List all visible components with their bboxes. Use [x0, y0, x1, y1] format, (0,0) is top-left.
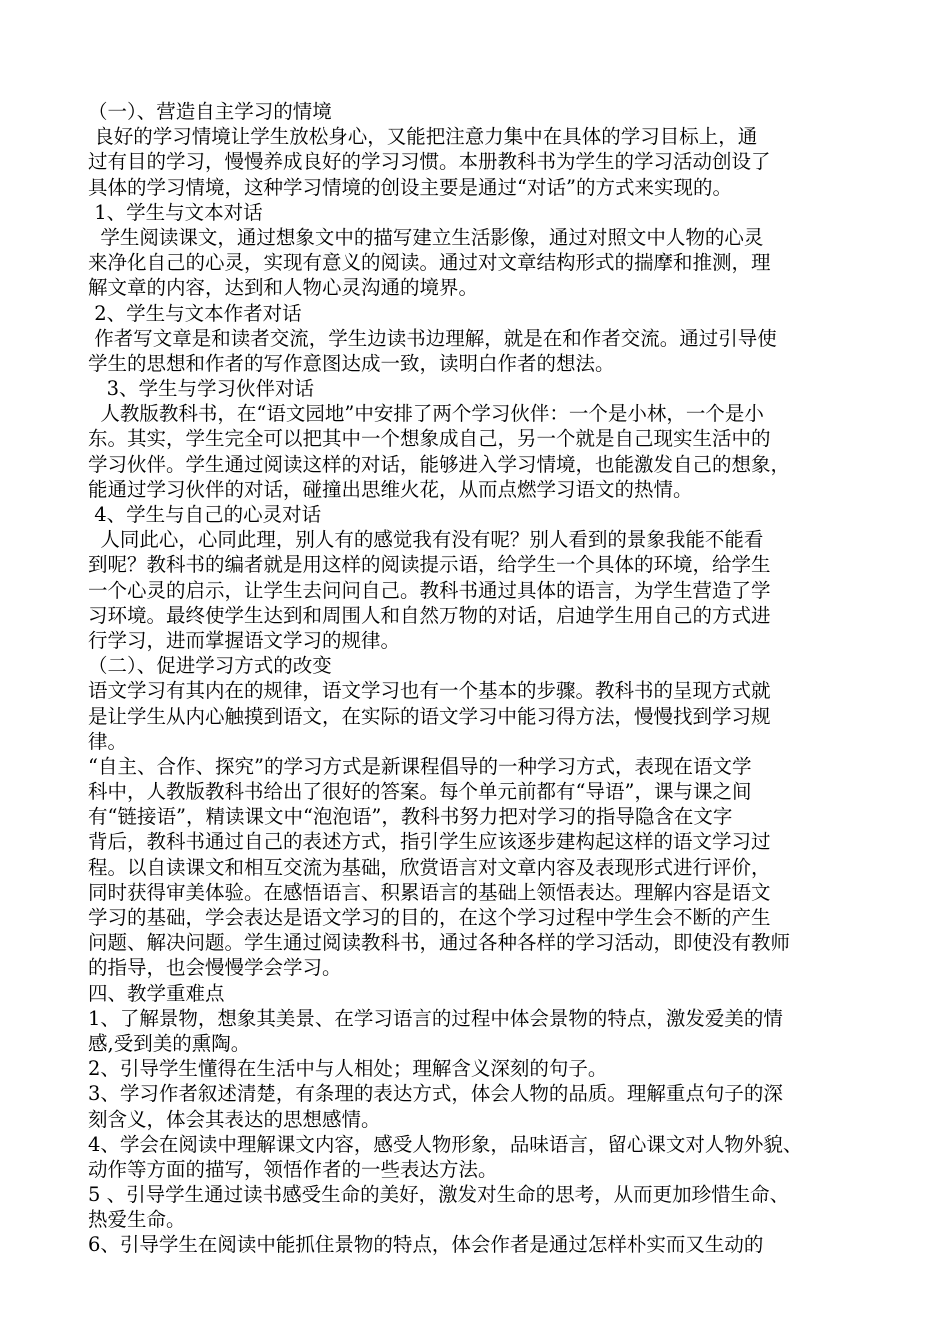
- paragraph-line: 律。: [88, 729, 128, 753]
- paragraph-line: 问题、解决问题。学生通过阅读教科书，通过各种各样的学习活动，即使没有教师: [88, 931, 791, 955]
- heading-key-difficulties: 四、教学重难点: [88, 981, 225, 1005]
- paragraph-line: 科中，人教版教科书给出了很好的答案。每个单元前都有“导语”，课与课之间: [88, 780, 752, 804]
- list-item-continued: 动作等方面的描写，领悟作者的一些表达方法。: [88, 1157, 498, 1181]
- paragraph-line: 人同此心，心同此理，别人有的感觉我有没有呢？别人看到的景象我能不能看: [88, 528, 764, 552]
- list-item: 1、了解景物，想象其美景、在学习语言的过程中体会景物的特点，激发爱美的情: [88, 1006, 783, 1030]
- paragraph-line: 同时获得审美体验。在感悟语言、积累语言的基础上领悟表达。理解内容是语文: [88, 880, 771, 904]
- list-item: 6、引导学生在阅读中能抓住景物的特点，体会作者是通过怎样朴实而又生动的: [88, 1233, 764, 1257]
- subheading-partner-dialogue: 3、学生与学习伙伴对话: [88, 377, 315, 401]
- paragraph-line: 过有目的学习，慢慢养成良好的学习习惯。本册教科书为学生的学习活动创设了: [88, 150, 771, 174]
- heading-section-1: （一）、营造自主学习的情境: [88, 100, 332, 123]
- paragraph-line: 一个心灵的启示，让学生去问问自己。教科书通过具体的语言，为学生营造了学: [88, 578, 771, 602]
- paragraph-line: 作者写文章是和读者交流，学生边读书边理解，就是在和作者交流。通过引导使: [88, 326, 777, 350]
- list-item-continued: 刻含义，体会其表达的思想感情。: [88, 1107, 381, 1131]
- subheading-author-dialogue: 2、学生与文本作者对话: [88, 301, 302, 325]
- paragraph-line: 良好的学习情境让学生放松身心，又能把注意力集中在具体的学习目标上，通: [88, 125, 758, 149]
- paragraph-line: 具体的学习情境，这种学习情境的创设主要是通过“对话”的方式来实现的。: [88, 175, 732, 199]
- paragraph-line: 能通过学习伙伴的对话，碰撞出思维火花，从而点燃学习语文的热情。: [88, 477, 693, 501]
- list-item: 3、学习作者叙述清楚，有条理的表达方式，体会人物的品质。理解重点句子的深: [88, 1082, 783, 1106]
- paragraph-line: 是让学生从内心触摸到语文，在实际的语文学习中能习得方法，慢慢找到学习规: [88, 704, 771, 728]
- paragraph-line: 程。以自读课文和相互交流为基础，欣赏语言对文章内容及表现形式进行评价，: [88, 855, 771, 879]
- paragraph-line: 语文学习有其内在的规律，语文学习也有一个基本的步骤。教科书的呈现方式就: [88, 679, 771, 703]
- paragraph-line: 学生的思想和作者的写作意图达成一致，读明白作者的想法。: [88, 351, 615, 375]
- subheading-text-dialogue: 1、学生与文本对话: [88, 200, 263, 224]
- paragraph-line: 到呢？教科书的编者就是用这样的阅读提示语，给学生一个具体的环境，给学生: [88, 553, 771, 577]
- list-item: 4、学会在阅读中理解课文内容，感受人物形象，品味语言，留心课文对人物外貌、: [88, 1132, 803, 1156]
- paragraph-line: 习环境。最终使学生达到和周围人和自然万物的对话，启迪学生用自己的方式进: [88, 603, 771, 627]
- paragraph-line: 人教版教科书，在“语文园地”中安排了两个学习伙伴：一个是小林，一个是小: [88, 402, 764, 426]
- paragraph-line: 有“链接语”，精读课文中“泡泡语”，教科书努力把对学习的指导隐含在文字: [88, 805, 733, 829]
- paragraph-line: 学生阅读课文，通过想象文中的描写建立生活影像，通过对照文中人物的心灵: [88, 225, 764, 249]
- document-page: [88, 99, 868, 1258]
- subheading-self-dialogue: 4、学生与自己的心灵对话: [88, 503, 322, 526]
- list-item-continued: 感,受到美的熏陶。: [88, 1031, 251, 1055]
- paragraph-line: 行学习，进而掌握语文学习的规律。: [88, 628, 401, 652]
- paragraph-line: 学习伙伴。学生通过阅读这样的对话，能够进入学习情境，也能激发自己的想象，: [88, 452, 791, 476]
- paragraph-line: 东。其实，学生完全可以把其中一个想象成自己，另一个就是自己现实生活中的: [88, 427, 771, 451]
- paragraph-line: 来净化自己的心灵，实现有意义的阅读。通过对文章结构形式的揣摩和推测，理: [88, 251, 771, 275]
- paragraph-line: 解文章的内容，达到和人物心灵沟通的境界。: [88, 276, 479, 300]
- paragraph-line: “自主、合作、探究”的学习方式是新课程倡导的一种学习方式，表现在语文学: [88, 754, 752, 778]
- list-item-continued: 热爱生命。: [88, 1208, 186, 1232]
- paragraph-line: 学习的基础，学会表达是语文学习的目的，在这个学习过程中学生会不断的产生: [88, 906, 771, 929]
- list-item: 2、引导学生懂得在生活中与人相处；理解含义深刻的句子。: [88, 1057, 608, 1081]
- paragraph-line: 背后，教科书通过自己的表述方式，指引学生应该逐步建构起这样的语文学习过: [88, 830, 771, 854]
- heading-section-2: （二）、促进学习方式的改变: [88, 654, 332, 678]
- list-item: 5 、引导学生通过读书感受生命的美好，激发对生命的思考，从而更加珍惜生命、: [88, 1183, 790, 1207]
- paragraph-line: 的指导，也会慢慢学会学习。: [88, 956, 342, 980]
